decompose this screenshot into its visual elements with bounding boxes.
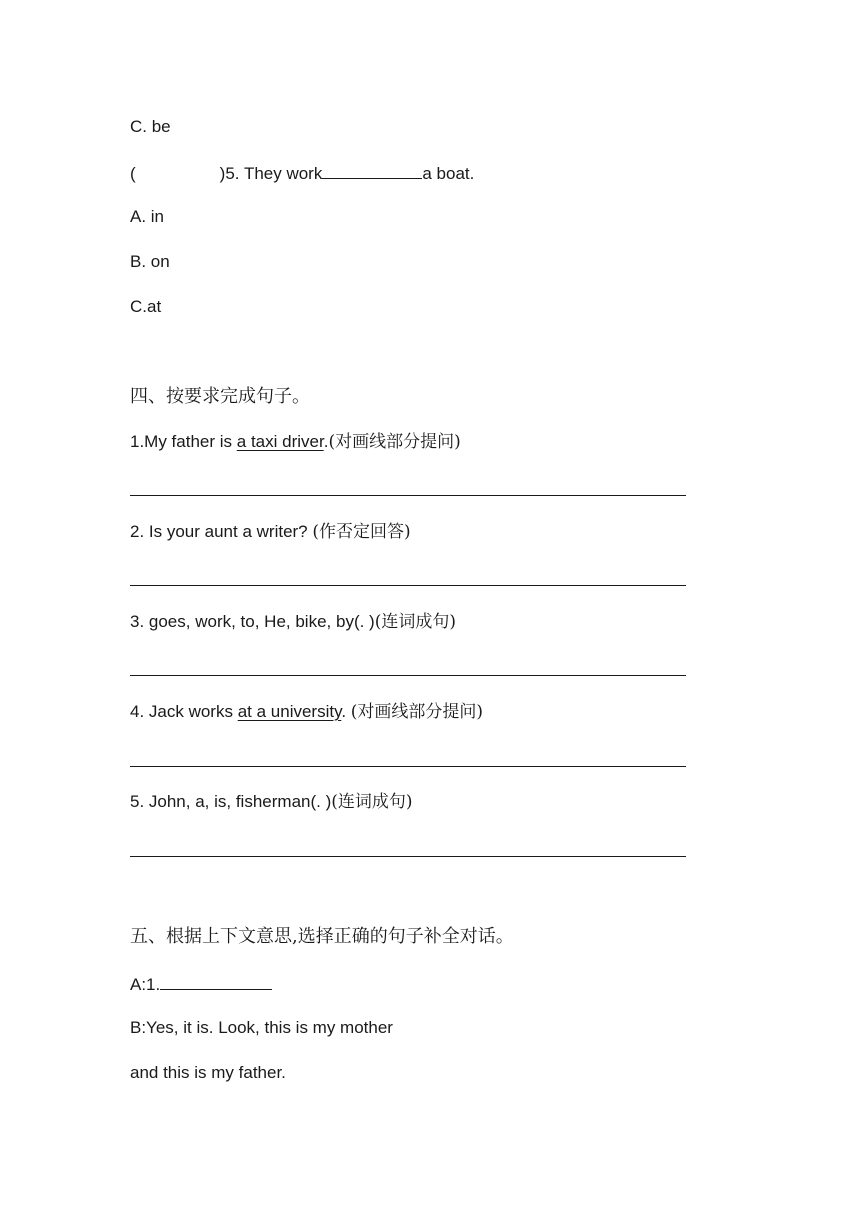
part4-item-5 [130,791,413,813]
dialog-a1-blank[interactable] [160,972,272,990]
item-text-after: . [341,702,351,721]
item-instruction: (对画线部分提问) [350,702,484,722]
item-instruction: (连词成句) [374,612,456,632]
part4-heading: 四、按要求完成句子。 [130,386,310,407]
part4-item-4 [130,701,483,723]
underlined-phrase: at a university [237,702,342,721]
answer-line-2[interactable] [130,585,686,586]
answer-line-5[interactable] [130,856,686,857]
item-text: 3. goes, work, to, He, bike, by(. ) [130,612,375,631]
answer-line-4[interactable] [130,766,686,767]
part4-item-1 [130,431,461,453]
answer-line-3[interactable] [130,675,686,676]
item-instruction: (作否定回答) [312,522,411,542]
answer-paren-close: ) [219,164,226,183]
item-text: 5. John, a, is, fisherman(. ) [130,792,332,811]
q5-option-a: A. in [130,207,165,226]
item-text-after: . [323,432,329,451]
item-text: 2. Is your aunt a writer? [130,522,313,541]
item-text: 1.My father is [130,432,237,451]
dialog-a1 [130,972,272,996]
q5-stem [130,161,474,185]
q5-stem-after: a boat. [422,164,475,183]
dialog-a1-label: A:1. [130,975,161,994]
answer-paren-open: ( [130,164,136,183]
q5-stem-before: 5. They work [225,164,323,183]
q4-option-c: C. be [130,117,171,136]
item-instruction: (连词成句) [331,792,413,812]
underlined-phrase: a taxi driver [236,432,324,451]
item-instruction: (对画线部分提问) [328,432,461,452]
q5-option-c: C.at [130,297,162,316]
dialog-b1-line2: and this is my father. [130,1063,286,1082]
part5-heading: 五、根据上下文意思,选择正确的句子补全对话。 [130,926,514,947]
answer-line-1[interactable] [130,495,686,496]
part4-item-2 [130,521,411,543]
q5-option-b: B. on [130,252,170,271]
q5-blank[interactable] [322,161,422,179]
dialog-b1-line1: B:Yes, it is. Look, this is my mother [130,1018,393,1037]
part4-item-3 [130,611,456,633]
item-text: 4. Jack works [130,702,238,721]
